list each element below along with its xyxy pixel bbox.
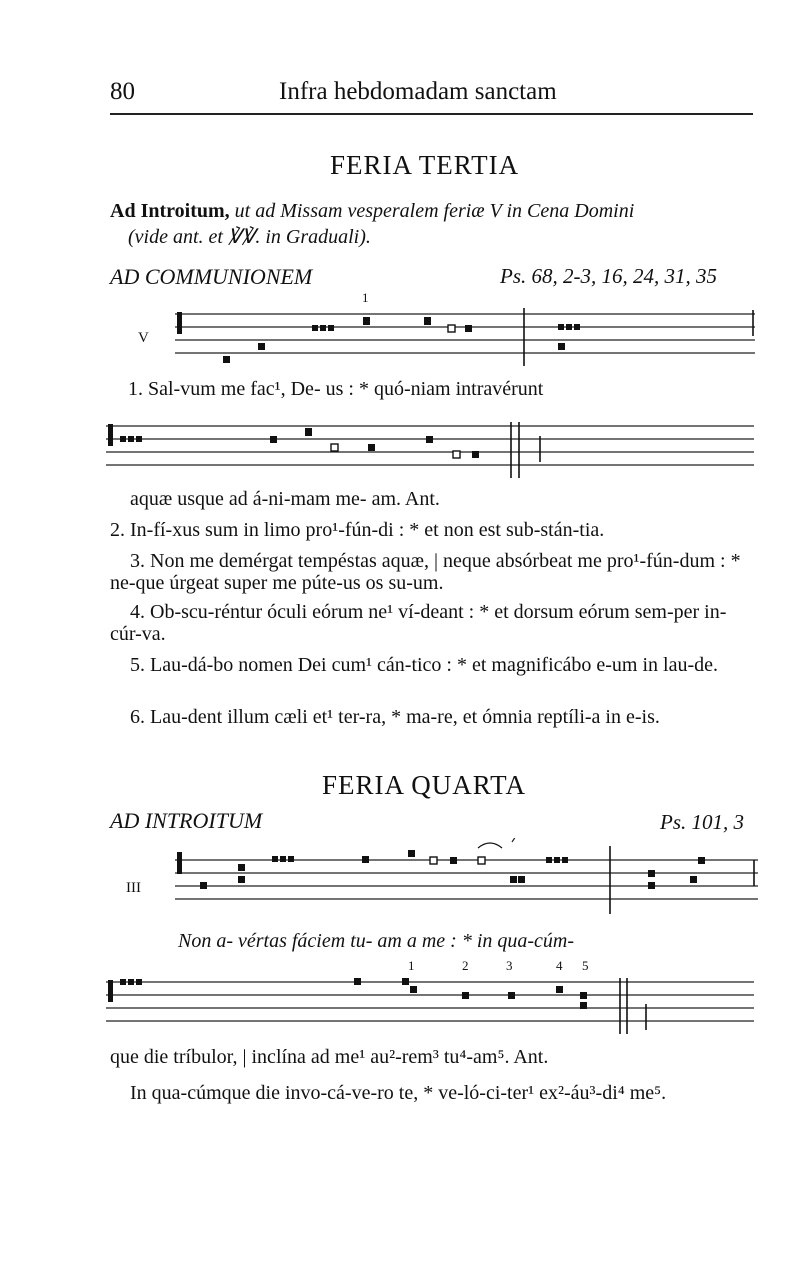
antiphon-text: In qua-cúmque die invo-cá-ve-ro te, * ve-ló-ci-ter¹ ex²-áu³-di⁴ me⁵. <box>130 1082 667 1104</box>
verse-3: 3. Non me demérgat tempéstas aquæ, | neque absórbeat me pro¹-fún-dum : * ne-que úrgeat super me púte-us os su-um. <box>110 550 741 594</box>
verse-4: 4. Ob-scu-réntur óculi eórum ne¹ ví-deant : * et dorsum eórum sem-per in-cúr-va. <box>110 601 727 645</box>
introit-label-quarta: AD INTROITUM <box>110 808 263 833</box>
header-rule <box>110 113 753 115</box>
introit-label: Ad Introitum, <box>110 200 230 222</box>
accent-number-1: 1 <box>408 958 415 973</box>
lyrics-line-4: que die tríbulor, | inclína ad me¹ au²-rem³ tu⁴-am⁵. Ant. <box>110 1046 549 1068</box>
introit-note-continued: (vide ant. et ℣℣. in Graduali). <box>128 226 371 248</box>
communion-psalm-ref: Ps. 68, 2-3, 16, 24, 31, 35 <box>500 264 717 288</box>
lyrics-line-2: aquæ usque ad á-ni-mam me- am. Ant. <box>130 488 440 510</box>
introit-note: ut ad Missam vesperalem feriæ V in Cena Domini <box>234 200 635 222</box>
accent-number-5: 5 <box>582 958 589 973</box>
running-title: Infra hebdomadam sanctam <box>279 78 557 105</box>
chant-staff-2 <box>106 418 756 480</box>
page-number: 80 <box>110 78 135 105</box>
communion-label: AD COMMUNIONEM <box>110 264 313 289</box>
verse-2: 2. In-fí-xus sum in limo pro¹-fún-di : * et non est sub-stán-tia. <box>110 519 605 541</box>
verse-6: 6. Lau-dent illum cæli et¹ ter-ra, * ma-re, et ómnia reptíli-a in e-is. <box>130 706 660 728</box>
chant-staff-1 <box>160 306 760 368</box>
section-title-feria-quarta: FERIA QUARTA <box>322 770 526 800</box>
accent-number-2: 2 <box>462 958 469 973</box>
introit-psalm-ref: Ps. 101, 3 <box>660 810 744 834</box>
mode-label-quarta: III <box>126 880 141 896</box>
accent-number-3: 3 <box>506 958 513 973</box>
introit-rubric <box>110 200 634 223</box>
section-title-feria-tertia: FERIA TERTIA <box>330 150 520 180</box>
chant-staff-3 <box>160 838 760 916</box>
lyrics-line-3: Non a- vértas fáciem tu- am a me : * in qua-cúm- <box>178 930 575 952</box>
lyrics-line-1: 1. Sal-vum me fac¹, De- us : * quó-niam intravérunt <box>128 378 544 400</box>
accent-number-4: 4 <box>556 958 563 973</box>
staff-number: 1 <box>362 290 369 305</box>
mode-label: V <box>138 330 149 346</box>
chant-staff-4 <box>106 974 756 1036</box>
verse-5: 5. Lau-dá-bo nomen Dei cum¹ cán-tico : * et magnificábo e-um in lau-de. <box>130 654 719 676</box>
